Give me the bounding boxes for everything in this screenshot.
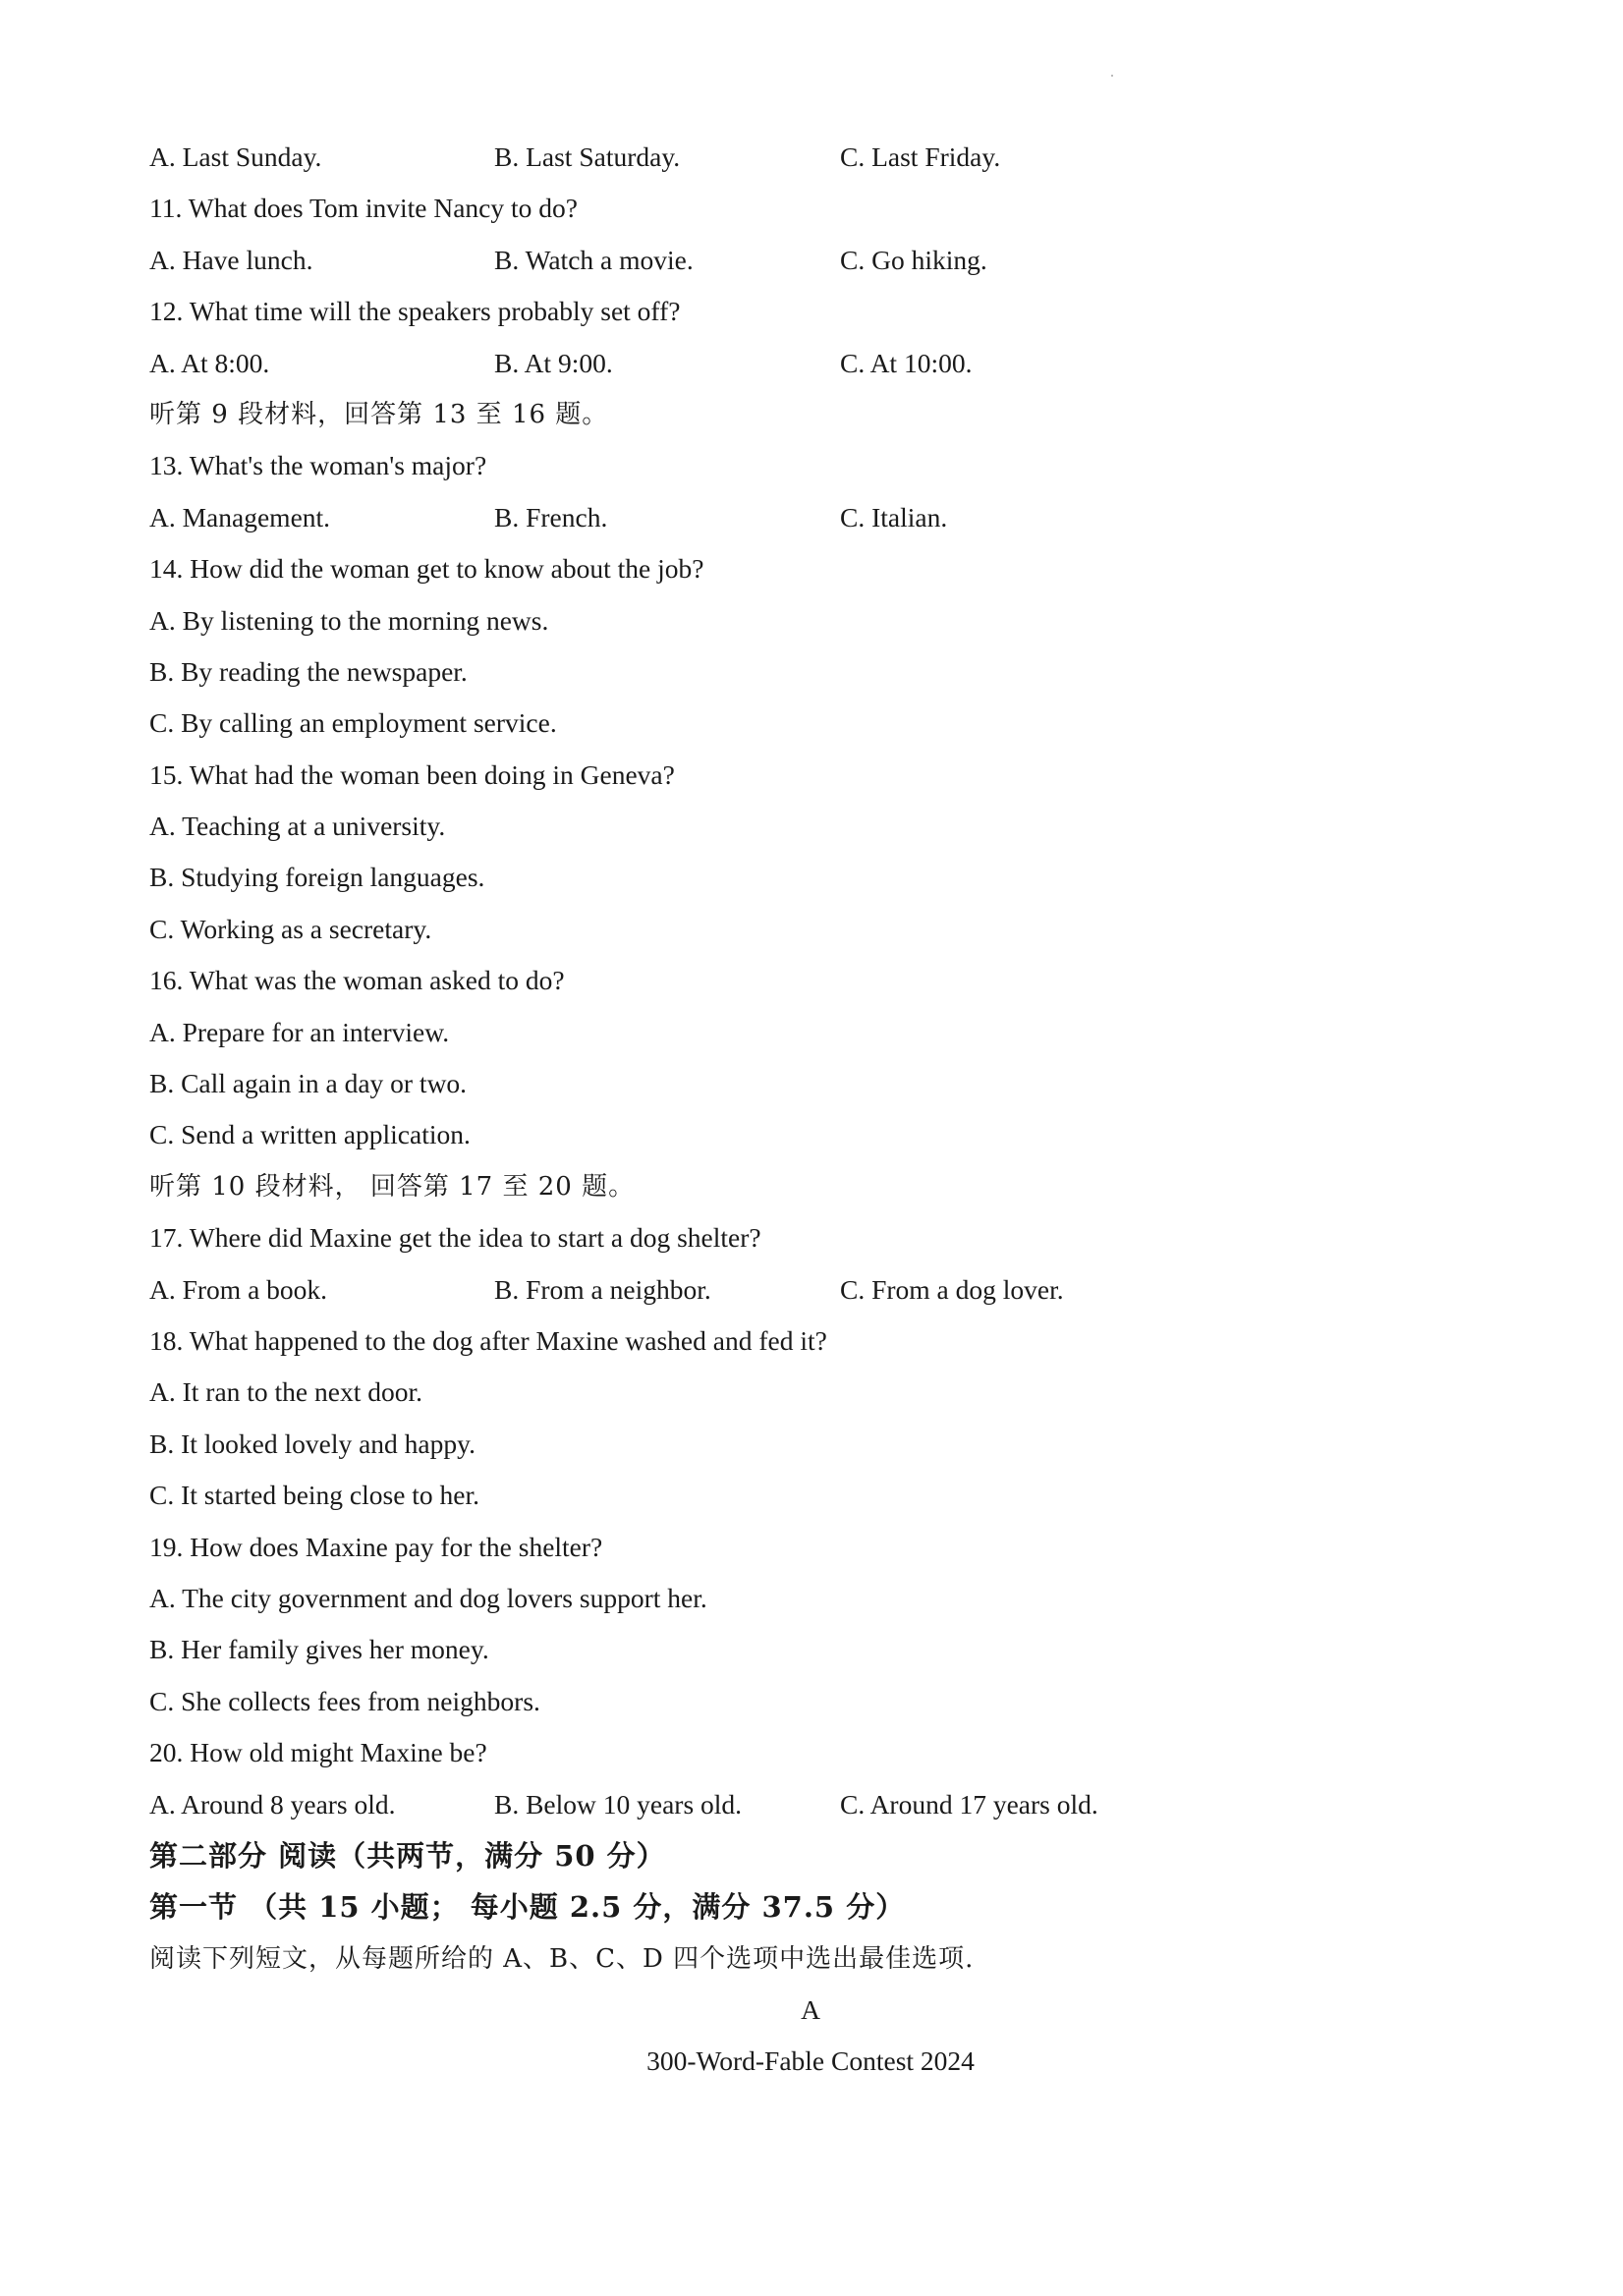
- option-c: C. Last Friday.: [840, 141, 1001, 172]
- question-stem: 18. What happened to the dog after Maxine washed and fed it?: [149, 1324, 827, 1356]
- option-c: C. At 10:00.: [840, 347, 973, 378]
- question-stem: 16. What was the woman asked to do?: [149, 965, 565, 996]
- options-row: [149, 132, 1476, 183]
- option-a: A. At 8:00.: [149, 347, 270, 378]
- option-line: A. Prepare for an interview.: [149, 1016, 450, 1047]
- section-instruction: 第一节 （共 15 小题； 每小题 2.5 分，满分 37.5 分）: [149, 1890, 906, 1925]
- option-a: A. Management.: [149, 501, 331, 532]
- option-line: B. Call again in a day or two.: [149, 1068, 468, 1099]
- scan-mark: [1111, 75, 1113, 77]
- question-stem: 12. What time will the speakers probably set off?: [149, 296, 681, 327]
- option-line: C. It started being close to her.: [149, 1480, 480, 1511]
- options-row: [149, 1264, 1476, 1316]
- option-a: A. Last Sunday.: [149, 141, 322, 172]
- option-b: B. Last Saturday.: [494, 141, 681, 172]
- options-row: [149, 235, 1476, 286]
- option-line: B. Her family gives her money.: [149, 1634, 489, 1665]
- option-line: B. Studying foreign languages.: [149, 862, 485, 893]
- options-row: [149, 1779, 1476, 1830]
- option-c: C. Italian.: [840, 501, 948, 532]
- question-stem: 13. What's the woman's major?: [149, 450, 487, 481]
- option-c: C. Go hiking.: [840, 244, 987, 275]
- passage-heading: 300-Word-Fable Contest 2024: [646, 2045, 975, 2077]
- options-row: [149, 492, 1476, 543]
- option-a: A. Have lunch.: [149, 244, 313, 275]
- option-line: A. It ran to the next door.: [149, 1376, 422, 1408]
- section-instruction: 阅读下列短文，从每题所给的 A、B、C、D 四个选项中选出最佳选项.: [149, 1943, 975, 1974]
- option-c: C. Around 17 years old.: [840, 1788, 1098, 1820]
- option-line: B. It looked lovely and happy.: [149, 1428, 476, 1459]
- option-b: B. From a neighbor.: [494, 1273, 711, 1305]
- option-line: A. Teaching at a university.: [149, 811, 446, 842]
- option-b: B. Watch a movie.: [494, 244, 694, 275]
- section-instruction: 第二部分 阅读（共两节，满分 50 分）: [149, 1838, 666, 1873]
- option-line: C. Send a written application.: [149, 1119, 471, 1150]
- options-row: [149, 338, 1476, 389]
- option-b: B. Below 10 years old.: [494, 1788, 743, 1820]
- question-stem: 20. How old might Maxine be?: [149, 1737, 487, 1768]
- option-a: A. From a book.: [149, 1273, 328, 1305]
- option-c: C. From a dog lover.: [840, 1273, 1064, 1305]
- question-stem: 15. What had the woman been doing in Geneva?: [149, 758, 675, 790]
- option-a: A. Around 8 years old.: [149, 1788, 396, 1820]
- option-line: C. Working as a secretary.: [149, 913, 432, 944]
- question-stem: 11. What does Tom invite Nancy to do?: [149, 193, 578, 224]
- question-stem: 19. How does Maxine pay for the shelter?: [149, 1531, 603, 1562]
- passage-heading: A: [801, 1994, 820, 2026]
- section-instruction: 听第 10 段材料， 回答第 17 至 20 题。: [149, 1171, 636, 1202]
- exam-page: [149, 132, 1476, 2088]
- option-line: C. She collects fees from neighbors.: [149, 1685, 540, 1716]
- option-line: A. The city government and dog lovers support her.: [149, 1582, 707, 1613]
- option-line: C. By calling an employment service.: [149, 707, 557, 739]
- option-line: A. By listening to the morning news.: [149, 604, 549, 636]
- section-instruction: 听第 9 段材料，回答第 13 至 16 题。: [149, 399, 609, 429]
- question-stem: 17. Where did Maxine get the idea to start a dog shelter?: [149, 1222, 761, 1254]
- option-line: B. By reading the newspaper.: [149, 655, 468, 687]
- option-b: B. At 9:00.: [494, 347, 613, 378]
- question-stem: 14. How did the woman get to know about the job?: [149, 553, 704, 585]
- option-b: B. French.: [494, 501, 608, 532]
